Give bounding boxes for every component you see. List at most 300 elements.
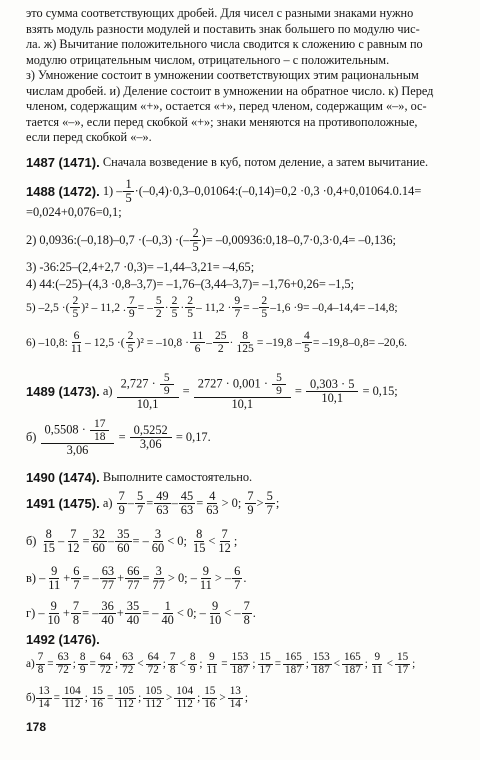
numerator: 9: [209, 651, 215, 663]
denominator: 11: [48, 578, 61, 593]
numerator: 153: [312, 651, 330, 663]
expr-text: –1,6 ·9= –0,4–14,4= –14,8;: [270, 301, 398, 315]
fraction: [259, 295, 269, 320]
denominator: 187: [343, 663, 361, 676]
fraction: [41, 418, 115, 457]
denominator: 10: [47, 613, 60, 628]
numerator: 5: [272, 372, 286, 385]
numerator: 15: [91, 685, 103, 697]
numerator: 35: [126, 599, 140, 613]
numerator: 6: [234, 564, 241, 578]
expr-text: )² = –10,8 ·: [136, 336, 189, 350]
numerator: 63: [57, 651, 69, 663]
fraction: [204, 490, 220, 517]
fraction: [230, 652, 251, 677]
numerator: 5: [266, 489, 273, 503]
problem-1488-line3: 3) -36:25–(2,4+2,7 ·0,3)= –1,44–3,21= –4,65;: [26, 260, 255, 274]
numerator: 3: [154, 527, 162, 541]
intro-line: это сумма соответствующих дробей. Для чисел с разными знаками нужно: [26, 6, 414, 20]
denominator: 40: [101, 613, 114, 628]
expr-text: ;: [275, 496, 280, 511]
numerator: 2: [192, 226, 199, 240]
fraction: [185, 295, 195, 320]
numerator: [41, 418, 115, 444]
item-label: а): [102, 384, 113, 399]
denominator: 112: [145, 697, 162, 710]
denominator: 9: [163, 385, 170, 398]
intro-line: членом, содержащим «+», остается «+», перед членом, содержащим «–», ос-: [26, 99, 427, 113]
operator: =: [53, 692, 60, 705]
denominator: 77: [152, 578, 165, 593]
expr-text: > 0;: [221, 496, 242, 511]
numerator: 8: [189, 651, 196, 663]
fraction: [168, 652, 178, 677]
expr-text: = 0,15;: [362, 384, 398, 399]
operator: ;: [412, 658, 416, 671]
numerator: 64: [99, 651, 111, 663]
problem-1491-d: [26, 600, 256, 627]
fraction: [179, 490, 195, 517]
numerator: 7: [221, 527, 228, 541]
denominator: 7: [137, 503, 144, 518]
numerator: 9: [202, 564, 209, 578]
problem-text: Выполните самостоятельно.: [102, 470, 253, 484]
expr-text: )= –0,00936:0,18–0,7·0,3·0,4= –0,136;: [201, 233, 396, 248]
item-label: б): [26, 692, 36, 705]
fraction: [283, 652, 304, 677]
operator: –: [39, 571, 46, 586]
fraction: [232, 565, 242, 592]
expr-text: 5) –2,5 ·(: [26, 301, 70, 315]
operator: +: [116, 606, 124, 621]
denominator: 9: [79, 663, 86, 676]
expr-text: 2,727 ·: [120, 376, 156, 391]
denominator: 12: [218, 541, 231, 556]
operator: ;: [72, 658, 76, 671]
numerator: 13: [38, 685, 50, 697]
fraction: [159, 600, 175, 627]
problem-1488-line1b: =0,024+0,076=0,1;: [26, 205, 122, 219]
denominator: 12: [67, 541, 80, 556]
numerator: 165: [343, 651, 361, 663]
numerator: 0,5252: [130, 424, 172, 438]
numerator: 5: [137, 489, 144, 503]
numerator: 13: [229, 685, 241, 697]
numerator: 2: [171, 294, 178, 307]
intro-line: модулю отрицательным числом, отрицательного – с положительным.: [26, 52, 390, 67]
operator: =: [221, 658, 228, 671]
intro-line: тается «–», если перед скобкой «+»; знаки меняются на противоположные,: [26, 114, 418, 129]
operator: =: [47, 658, 54, 671]
numerator: 2: [127, 329, 134, 342]
operator: < –: [224, 606, 241, 621]
numerator: 63: [122, 651, 134, 663]
denominator: 112: [117, 697, 134, 710]
numerator: 7: [243, 599, 250, 613]
fraction: [228, 686, 243, 711]
operator: ;: [244, 692, 248, 705]
denominator: 77: [127, 578, 140, 593]
operator: > –: [214, 571, 232, 586]
denominator: 17: [396, 663, 409, 676]
fraction: [213, 330, 229, 355]
denominator: 5: [171, 307, 178, 321]
expr-text: 1) –: [102, 184, 123, 199]
expr-text: = –: [243, 301, 259, 315]
denominator: 15: [193, 541, 206, 556]
operator: ;: [138, 692, 142, 705]
problem-1488-line1: [26, 178, 421, 205]
fraction: [36, 686, 51, 711]
denominator: 40: [126, 613, 140, 628]
denominator: 72: [57, 663, 69, 676]
numerator: 7: [72, 599, 80, 613]
denominator: 9: [189, 663, 196, 676]
numerator: 11: [191, 329, 204, 342]
fraction: [370, 652, 385, 677]
fraction: [207, 600, 223, 627]
operator: <: [386, 658, 393, 671]
fraction: [98, 652, 113, 677]
operator: +: [62, 606, 70, 621]
operator: ;: [199, 658, 203, 671]
operator: >: [219, 692, 226, 705]
fraction: [302, 330, 312, 355]
fraction: [69, 330, 84, 355]
numerator: 7: [128, 294, 135, 307]
numerator: 153: [231, 651, 249, 663]
fraction: [65, 528, 81, 555]
operator: +: [63, 571, 71, 586]
fraction: [36, 652, 46, 677]
operator: = –: [82, 606, 99, 621]
fraction: [216, 528, 232, 555]
item-label: г): [26, 606, 36, 621]
expr-text: ;: [233, 534, 238, 549]
denominator: 187: [285, 663, 302, 676]
denominator: 63: [206, 503, 219, 518]
operator: ;: [84, 692, 88, 705]
denominator: 8: [169, 663, 176, 676]
numerator: [117, 372, 179, 398]
item-label: а): [26, 658, 35, 671]
problem-number: 1489 (1473).: [26, 384, 100, 400]
fraction: [46, 565, 62, 592]
denominator: 112: [64, 697, 81, 710]
numerator: 105: [117, 685, 135, 697]
expr-text: = –19,8–0,8= –20,6.: [312, 336, 408, 350]
fraction: [202, 686, 217, 711]
fraction: [120, 652, 135, 677]
problem-number: 1487 (1471).: [26, 155, 100, 170]
numerator: 104: [63, 685, 81, 697]
fraction: [150, 528, 166, 555]
denominator: 72: [122, 663, 134, 676]
numerator: 1: [164, 599, 171, 613]
numerator: 7: [118, 489, 125, 503]
fraction: [170, 295, 180, 320]
problem-text: Сначала возведение в куб, потом деление, а затем вычитание.: [102, 155, 429, 169]
operator: =: [274, 658, 281, 671]
fraction: [56, 652, 71, 677]
numerator: 8: [79, 651, 86, 663]
expr-text: .: [252, 606, 256, 621]
fraction: [174, 686, 195, 711]
numerator: 15: [396, 651, 409, 663]
expr-text: ·(–0,4)·0,3–0,01064:(–0,14)=0,2 ·0,3 ·0,4+0,01064.0.14=: [134, 184, 422, 199]
denominator: 16: [91, 697, 103, 710]
denominator: 60: [117, 541, 130, 556]
problem-1489-a: 1489 (1473). а) 2,727 · $\frac{5}{9}$ 10,1 = 2727 · 0,001 · $\frac{5}{9}$ 10,1 = $\frac{0,303 \cdot 5}{10,1}$ = 0,15;: [26, 372, 398, 412]
operator: = –: [132, 534, 149, 549]
denominator: 9: [247, 503, 254, 518]
numerator: 7: [70, 527, 77, 541]
fraction: [90, 686, 105, 711]
numerator: 1: [125, 177, 132, 191]
expr-text: = –: [137, 301, 153, 315]
numerator: 3: [155, 564, 162, 578]
operator: <: [208, 534, 216, 549]
fraction: [194, 372, 291, 411]
numerator: 4: [304, 329, 310, 342]
expr-text: = –19,8 –: [256, 336, 302, 350]
numerator: 66: [127, 564, 140, 578]
expr-text: < 0; –: [176, 606, 206, 621]
operator: >: [256, 496, 264, 511]
fraction: [242, 600, 252, 627]
operator: <: [179, 658, 186, 671]
fraction: [143, 686, 164, 711]
denominator: 187: [312, 663, 330, 676]
denominator: 5: [72, 307, 79, 321]
fraction: [123, 178, 133, 205]
expr-text: – 12,5 ·(: [85, 336, 125, 350]
numerator: 2: [187, 294, 194, 307]
fraction: [234, 330, 255, 355]
denominator: 18: [93, 431, 106, 444]
operator: ;: [252, 658, 256, 671]
operator: <: [333, 658, 340, 671]
problem-1492-a: [26, 652, 416, 677]
fraction: [154, 490, 170, 517]
numerator: 8: [196, 527, 203, 541]
numerator: 165: [285, 651, 302, 663]
problem-number: 1490 (1474).: [26, 470, 100, 485]
problem-1492-header: [26, 632, 100, 648]
fraction: [151, 565, 167, 592]
intro-line: взять модуль разности модулей и поставить знак большего по модулю чис-: [26, 21, 420, 36]
numerator: 5: [160, 372, 174, 385]
denominator: 7: [234, 307, 241, 321]
problem-1488-line2: [26, 227, 396, 254]
operator: –: [57, 534, 65, 549]
denominator: 14: [229, 697, 241, 710]
problem-1491-c: [26, 565, 246, 592]
expr-text: 0,5508 ·: [44, 422, 86, 437]
operator: –: [127, 496, 134, 511]
denominator: 11: [206, 663, 218, 676]
numerator: 9: [50, 599, 57, 613]
denominator: 7: [266, 503, 273, 518]
fraction: [191, 528, 207, 555]
problem-number: 1492 (1476).: [26, 632, 100, 647]
fraction: [154, 295, 164, 320]
numerator: 17: [90, 418, 110, 431]
fraction: [190, 330, 205, 355]
numerator: 9: [374, 651, 381, 663]
expr-text: – 11,2 ·: [196, 301, 232, 315]
fraction: [130, 424, 172, 451]
denominator: 63: [180, 503, 194, 518]
numerator: 4: [209, 489, 216, 503]
fraction: [272, 372, 286, 397]
denominator: 60: [151, 541, 165, 556]
fraction: [342, 652, 363, 677]
denominator: 72: [99, 663, 111, 676]
expr-text: )² – 11,2 .: [81, 301, 126, 315]
fraction: [115, 528, 131, 555]
operator: ;: [197, 692, 201, 705]
expr-text: > 0; –: [167, 571, 197, 586]
denominator: 5: [127, 342, 134, 356]
numerator: 0,303 · 5: [306, 378, 358, 392]
operator: =: [89, 658, 96, 671]
operator: ;: [364, 658, 368, 671]
fraction: [306, 378, 358, 405]
numerator: [194, 372, 291, 398]
numerator: 2: [261, 294, 268, 307]
intro-paragraph: [26, 6, 466, 146]
denominator: 10,1: [231, 397, 254, 412]
numerator: 63: [101, 564, 115, 578]
denominator: 9: [128, 307, 135, 321]
numerator: 8: [45, 527, 52, 541]
fraction: [125, 565, 141, 592]
problem-1492-b: [26, 686, 249, 711]
fraction: [90, 418, 110, 443]
fraction: [117, 372, 179, 411]
denominator: 77: [101, 578, 115, 593]
numerator: 9: [51, 564, 58, 578]
fraction: [46, 600, 62, 627]
denominator: 6: [194, 342, 201, 356]
operator: –: [171, 496, 178, 511]
denominator: 8: [243, 613, 250, 628]
fraction: [198, 565, 214, 592]
fraction: [311, 652, 332, 677]
numerator: 49: [156, 489, 169, 503]
operator: –: [107, 534, 115, 549]
operator: <: [137, 658, 144, 671]
numerator: 2: [72, 294, 79, 307]
numerator: 9: [211, 599, 219, 613]
fraction: [91, 528, 107, 555]
problem-1491-a: [26, 490, 279, 517]
fraction: [62, 686, 83, 711]
denominator: 16: [204, 697, 216, 710]
denominator: 3,06: [66, 443, 89, 458]
operator: >: [165, 692, 173, 705]
expr-text: .: [243, 571, 247, 586]
denominator: 5: [187, 307, 194, 321]
numerator: 8: [242, 329, 249, 342]
fraction: [126, 330, 136, 355]
numerator: 15: [204, 685, 216, 697]
denominator: 2: [217, 342, 224, 356]
denominator: 10,1: [136, 397, 159, 412]
problem-1489-b: б) 0,5508 · $\frac{17}{18}$ 3,06 = $\frac{0,5252}{3,06}$ = 0,17.: [26, 418, 211, 458]
fraction: [41, 528, 57, 555]
denominator: 112: [176, 697, 193, 710]
denominator: 10,1: [321, 391, 344, 406]
problem-1487: [26, 155, 428, 170]
expr-text: ·: [164, 301, 169, 315]
numerator: 45: [180, 489, 194, 503]
expr-text: < 0;: [167, 534, 187, 549]
denominator: 15: [42, 541, 55, 556]
denominator: 5: [304, 342, 310, 356]
denominator: 9: [276, 385, 282, 398]
operator: ;: [115, 658, 119, 671]
denominator: 9: [118, 503, 125, 518]
numerator: 7: [169, 651, 176, 663]
fraction: [265, 490, 275, 517]
operator: ;: [162, 658, 166, 671]
denominator: 14: [38, 697, 50, 710]
fraction: [205, 652, 220, 677]
operator: =: [142, 571, 150, 586]
fraction: [160, 372, 174, 397]
numerator: 35: [117, 527, 130, 541]
fraction: [99, 600, 115, 627]
expr-text: 2) 0,0936:(–0,18)–0,7 ·(–0,3) ·(–: [26, 233, 190, 248]
denominator: 40: [161, 613, 174, 628]
fraction: [100, 565, 116, 592]
denominator: 7: [73, 578, 80, 593]
denominator: 11: [371, 663, 383, 676]
denominator: 10: [208, 613, 222, 628]
problem-1488-line4: 4) 44:(–25)–(4,3 ·0,8–3,7)= –1,76–(3,44–3,7)= –1,76+0,26= –1,5;: [26, 277, 355, 291]
fraction: [71, 565, 81, 592]
item-label: в): [26, 571, 36, 586]
fraction: [146, 652, 161, 677]
operator: –: [38, 606, 45, 621]
operator: =: [107, 692, 114, 705]
problem-1491-b: [26, 528, 237, 555]
denominator: 125: [236, 342, 254, 356]
denominator: 7: [234, 578, 241, 593]
denominator: 187: [231, 663, 249, 676]
item-label: б): [26, 430, 37, 445]
intro-line: ла. ж) Вычитание положительного числа сводится к сложению с равным по: [26, 37, 423, 51]
fraction: [395, 652, 410, 677]
operator: =: [196, 496, 204, 511]
denominator: 5: [261, 307, 268, 321]
fraction: [70, 295, 80, 320]
problem-number: 1491 (1475).: [26, 496, 100, 512]
numerator: 64: [147, 651, 159, 663]
operator: ;: [305, 658, 309, 671]
numerator: 5: [155, 294, 162, 307]
denominator: 5: [125, 191, 132, 206]
numerator: 104: [176, 685, 194, 697]
operator: = –: [82, 571, 99, 586]
fraction: [245, 490, 255, 517]
item-label: а): [102, 496, 113, 511]
fraction: [71, 600, 81, 627]
fraction: [232, 295, 242, 320]
expr-text: 2727 · 0,001 ·: [197, 376, 268, 391]
